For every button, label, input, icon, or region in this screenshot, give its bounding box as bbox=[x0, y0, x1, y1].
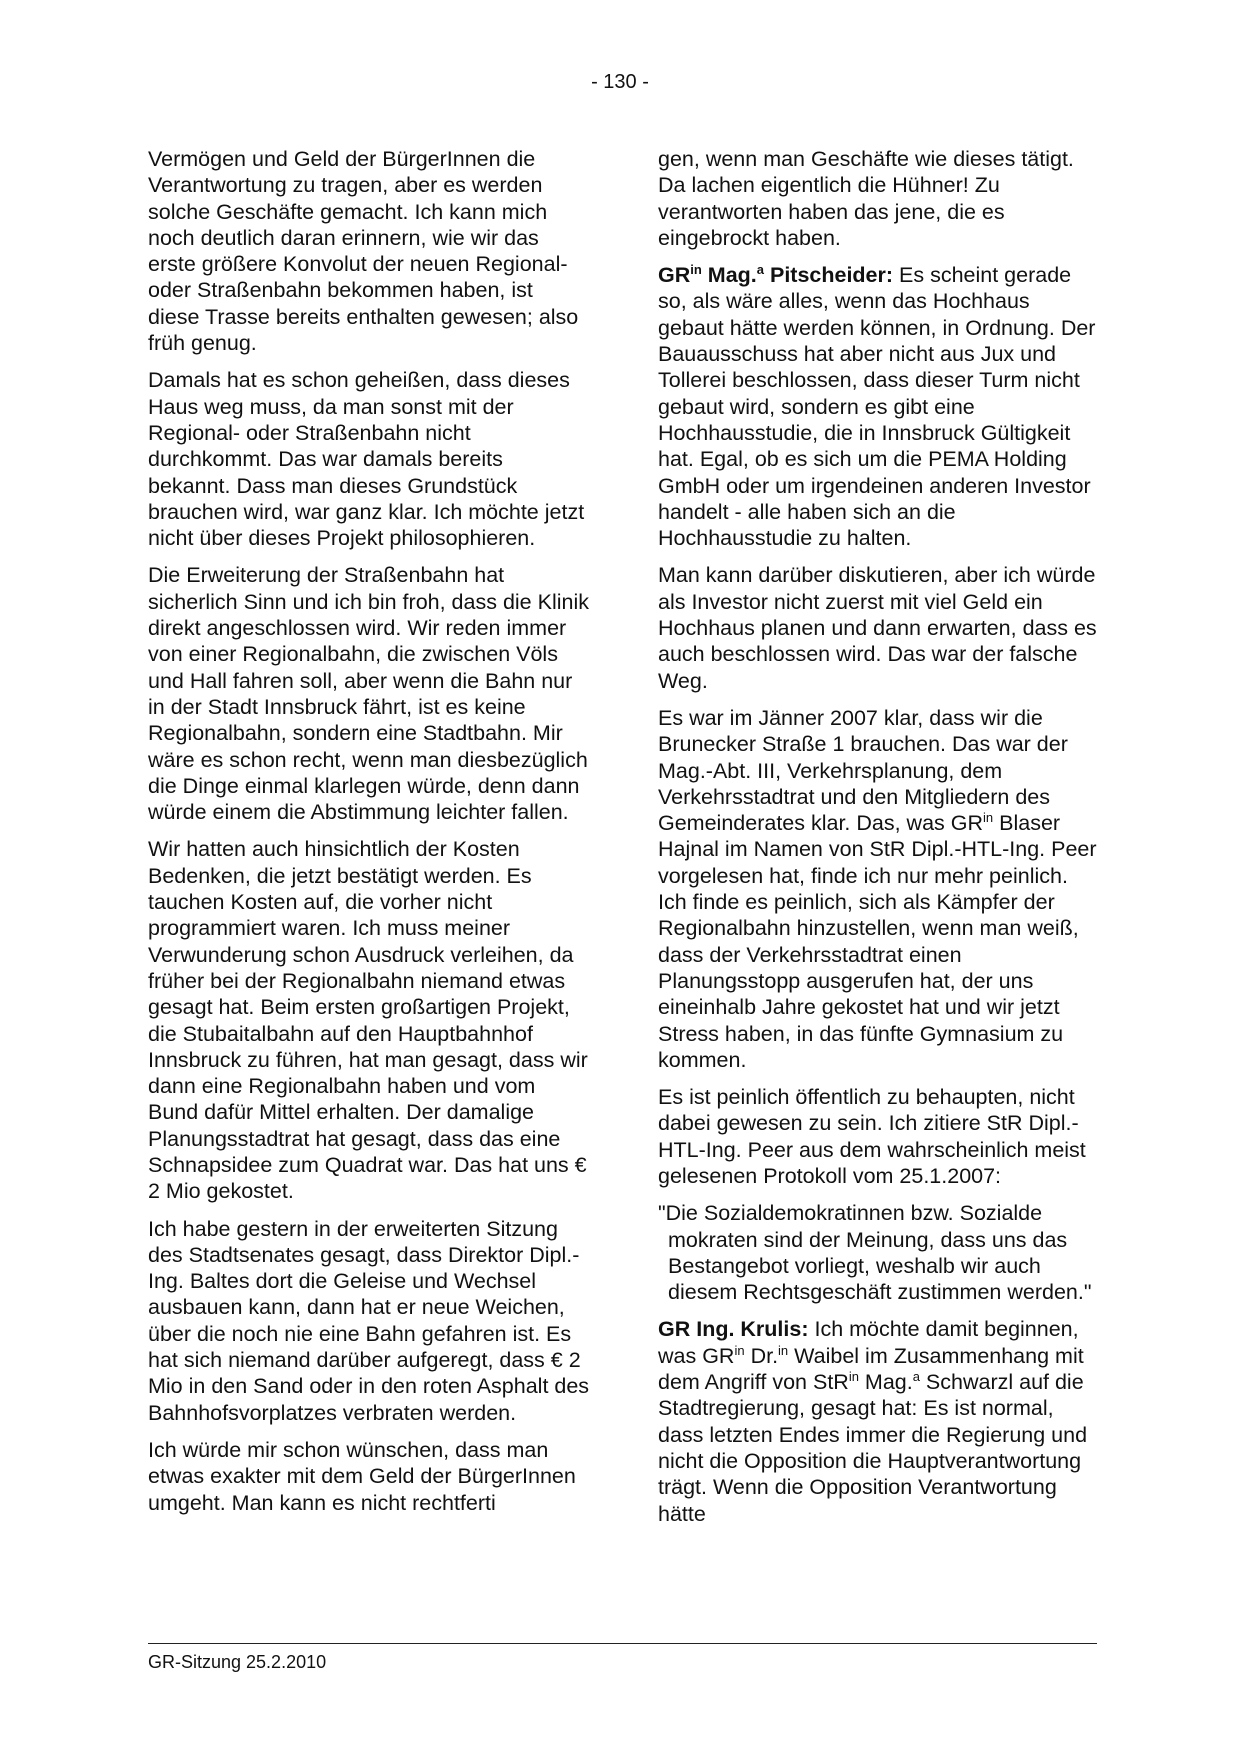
footer-text: GR-Sitzung 25.2.2010 bbox=[148, 1652, 327, 1672]
paragraph: Die Erweiterung der Straßenbahn hat sicherlich Sinn und ich bin froh, dass die Klinik direkt angeschlossen wird. Wir reden immer von einer Regionalbahn, die zwischen Völs und Hall fahren soll, aber wenn die Bahn nur in der Stadt Innsbruck fährt, ist es keine Regionalbahn, sondern eine Stadtbahn. Mir wäre es schon recht, wenn man diesbezüglich die Dinge einmal klarlegen würde, denn dann würde einem die Abstimmung leichter fallen. bbox=[148, 563, 589, 825]
paragraph: Man kann darüber diskutieren, aber ich würde als Investor nicht zuerst mit viel Geld ein Hochhaus planen und dann erwarten, dass es auch beschlossen wird. Das war der falsche Weg. bbox=[658, 563, 1097, 693]
speech-text: Waibel im Zusammenhang mit dem Angriff von StR bbox=[658, 1343, 1084, 1395]
superscript: in bbox=[734, 1342, 745, 1358]
speaker-surname: Pitscheider: bbox=[764, 263, 894, 288]
speech-krulis bbox=[658, 1316, 1100, 1526]
paragraph: gen, wenn man Geschäfte wie dieses tätigt. Da lachen eigentlich die Hühner! Zu verantworten haben das jene, die es eingebrockt haben. bbox=[658, 147, 1074, 250]
paragraph: Vermögen und Geld der BürgerInnen die Verantwortung zu tragen, aber es werden solche Geschäfte gemacht. Ich kann mich noch deutlich daran erinnern, wie wir das erste größere Konvolut der neuen Regional- oder Straßenbahn bekommen haben, ist diese Trasse bereits enthalten gewesen; also früh genug. bbox=[148, 147, 579, 356]
paragraph-text: Blaser Hajnal im Namen von StR Dipl.-HTL-Ing. Peer vorgelesen hat, finde ich nur mehr peinlich. Ich finde es peinlich, sich als Kämpfer der Regionalbahn hinzustellen, wenn man weiß, dass der Verkehrsstadtrat einen Planungsstopp ausgerufen hat, der uns eineinhalb Jahre gekostet hat und wir jetzt Stress haben, in das fünfte Gymnasium zu kommen. bbox=[658, 811, 1097, 1072]
speaker-title: Mag. bbox=[701, 263, 757, 288]
paragraph: Ich habe gestern in der erweiterten Sitzung des Stadtsenates gesagt, dass Direktor Dipl.-Ing. Baltes dort die Geleise und Wechsel ausbauen kann, dann hat er neue Weichen, über die noch nie eine Bahn gefahren ist. Es hat sich niemand darüber aufgeregt, dass € 2 Mio in den Sand oder in den roten Asphalt des Bahnhofsvorplatzes verbraten werden. bbox=[148, 1216, 590, 1425]
speech-text: Es scheint gerade so, als wäre alles, wenn das Hochhaus gebaut hätte werden können, in Ordnung. Der Bauausschuss hat aber nicht aus Jux und Tollerei beschlossen, dass dieser Turm nicht gebaut wird, sondern es gibt eine Hochhausstudie, die in Innsbruck Gültigkeit hat. Egal, ob es sich um die PEMA Holding GmbH oder um irgendeinen anderen Investor handelt - alle haben sich an die Hochhausstudie zu halten. bbox=[658, 263, 1096, 551]
paragraph-text: Es war im Jänner 2007 klar, dass wir die Brunecker Straße 1 brauchen. Das war der Mag.-Abt. III, Verkehrsplanung, dem Verkehrsstadtrat und den Mitgliedern des Gemeinderates klar. Das, was GR bbox=[658, 705, 1068, 836]
speaker-name: GR Ing. Krulis: bbox=[658, 1317, 809, 1342]
quotation bbox=[658, 1200, 1100, 1305]
right-column bbox=[658, 146, 1100, 1538]
superscript: in bbox=[778, 1342, 789, 1358]
left-column bbox=[148, 146, 590, 1527]
quote-continuation: mokraten sind der Meinung, dass uns das Bestangebot vorliegt, weshalb wir auch diesem Rechtsgeschäft zustimmen werden." bbox=[668, 1227, 1092, 1305]
speech-text: Schwarzl auf die Stadtregierung, gesagt hat: Es ist normal, dass letzten Endes immer die Regierung und nicht die Opposition die Hauptverantwortung trägt. Wenn die Opposition Verantwortung hätte bbox=[658, 1370, 1088, 1526]
paragraph bbox=[658, 705, 1100, 1073]
superscript: in bbox=[983, 810, 994, 826]
superscript: a bbox=[756, 262, 764, 278]
paragraph: Damals hat es schon geheißen, dass dieses Haus weg muss, da man sonst mit der Regional- oder Straßenbahn nicht durchkommt. Das war damals bereits bekannt. Dass man dieses Grundstück brauchen wird, war ganz klar. Ich möchte jetzt nicht über dieses Projekt philosophieren. bbox=[148, 368, 585, 551]
paragraph: Ich würde mir schon wünschen, dass man etwas exakter mit dem Geld der BürgerInnen umgeht. Man kann es nicht rechtferti bbox=[148, 1437, 576, 1515]
paragraph: Wir hatten auch hinsichtlich der Kosten Bedenken, die jetzt bestätigt werden. Es tauchen Kosten auf, die vorher nicht programmiert waren. Ich muss meiner Verwunderung schon Ausdruck verleihen, da früher bei der Regionalbahn niemand etwas gesagt hat. Beim ersten großartigen Projekt, die Stubaitalbahn auf den Hauptbahnhof Innsbruck zu führen, hat man gesagt, dass wir dann eine Regionalbahn haben und vom Bund dafür Mittel erhalten. Der damalige Planungsstadtrat hat gesagt, dass das eine Schnapsidee zum Quadrat war. Das hat uns € 2 Mio gekostet. bbox=[148, 837, 588, 1204]
footer-divider bbox=[148, 1643, 1097, 1644]
speech-text: Dr. bbox=[744, 1343, 779, 1368]
speaker-name bbox=[658, 263, 893, 287]
speech-pitscheider bbox=[658, 262, 1100, 551]
superscript: a bbox=[912, 1369, 920, 1385]
superscript: in bbox=[848, 1369, 859, 1385]
quote-first-line: "Die Sozialdemokratinnen bzw. Sozialde bbox=[658, 1201, 1043, 1226]
speech-text: Mag. bbox=[858, 1370, 913, 1395]
page-number: - 130 - bbox=[591, 71, 649, 93]
superscript: in bbox=[690, 262, 702, 278]
paragraph: Es ist peinlich öffentlich zu behaupten, nicht dabei gewesen zu sein. Ich zitiere StR Dipl.-HTL-Ing. Peer aus dem wahrscheinlich meist gelesenen Protokoll vom 25.1.2007: bbox=[658, 1085, 1086, 1188]
speech-text: Ich möchte damit beginnen, was GR bbox=[658, 1317, 1079, 1368]
speaker-title: GR bbox=[658, 263, 691, 288]
